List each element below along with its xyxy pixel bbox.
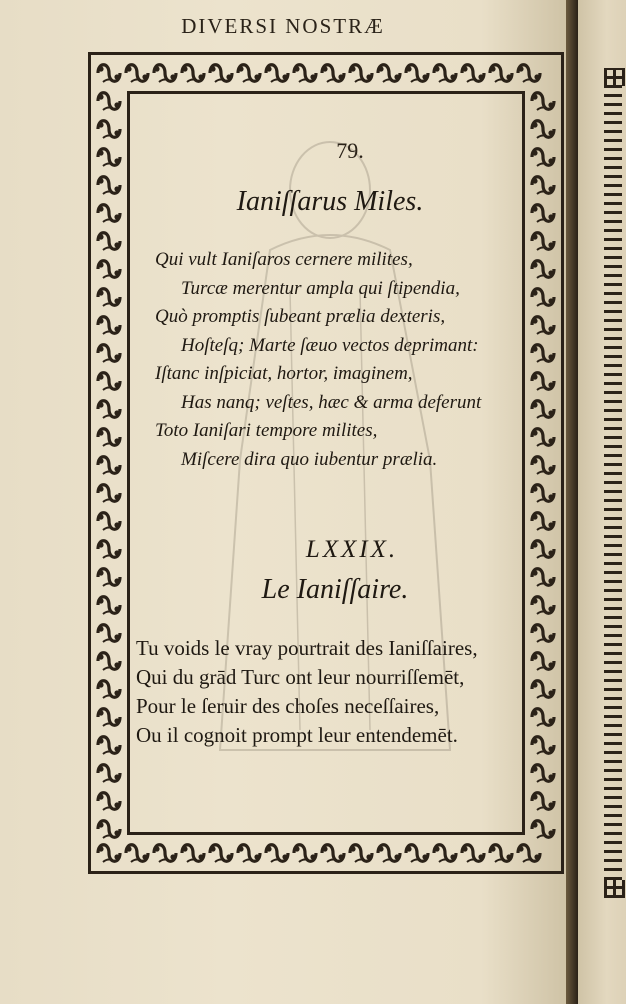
latin-line: Qui vult Ianiſaros cernere milites, — [155, 249, 413, 270]
page-gutter — [566, 0, 578, 1004]
latin-line: Has nanq; veſtes, hæc & arma deferunt — [181, 391, 482, 413]
page-number: 79. — [336, 138, 364, 163]
facing-page-border — [586, 50, 626, 916]
latin-line: Miſcere dira quo iubentur prælia. — [181, 448, 438, 470]
latin-line: Hoſteſq; Marte ſæuo vectos deprimant: — [181, 334, 479, 356]
latin-poem — [155, 246, 535, 474]
facing-page — [578, 0, 626, 1004]
latin-line: Iſtanc inſpiciat, hortor, imaginem, — [155, 363, 413, 384]
french-line: Tu voids le vray pourtrait des Ianiſſaires, — [136, 636, 478, 660]
latin-title: Ianiſſarus Miles. — [236, 186, 424, 217]
french-line: Ou il cognoit prompt leur entendemēt. — [136, 723, 458, 747]
french-line: Pour le ſeruir des choſes neceſſaires, — [136, 694, 440, 718]
running-head: DIVERSI NOSTRÆ — [181, 14, 385, 38]
latin-line: Toto Ianiſari tempore milites, — [155, 420, 378, 441]
emblem-numeral: LXXIX. — [305, 536, 399, 563]
french-poem — [136, 634, 556, 750]
latin-line: Quò promptis ſubeant prælia dexteris, — [155, 306, 446, 327]
latin-line: Turcæ merentur ampla qui ſtipendia, — [181, 277, 460, 299]
french-title: Le Ianiſſaire. — [261, 574, 409, 605]
french-line: Qui du grād Turc ont leur nourriſſemēt, — [136, 665, 465, 689]
